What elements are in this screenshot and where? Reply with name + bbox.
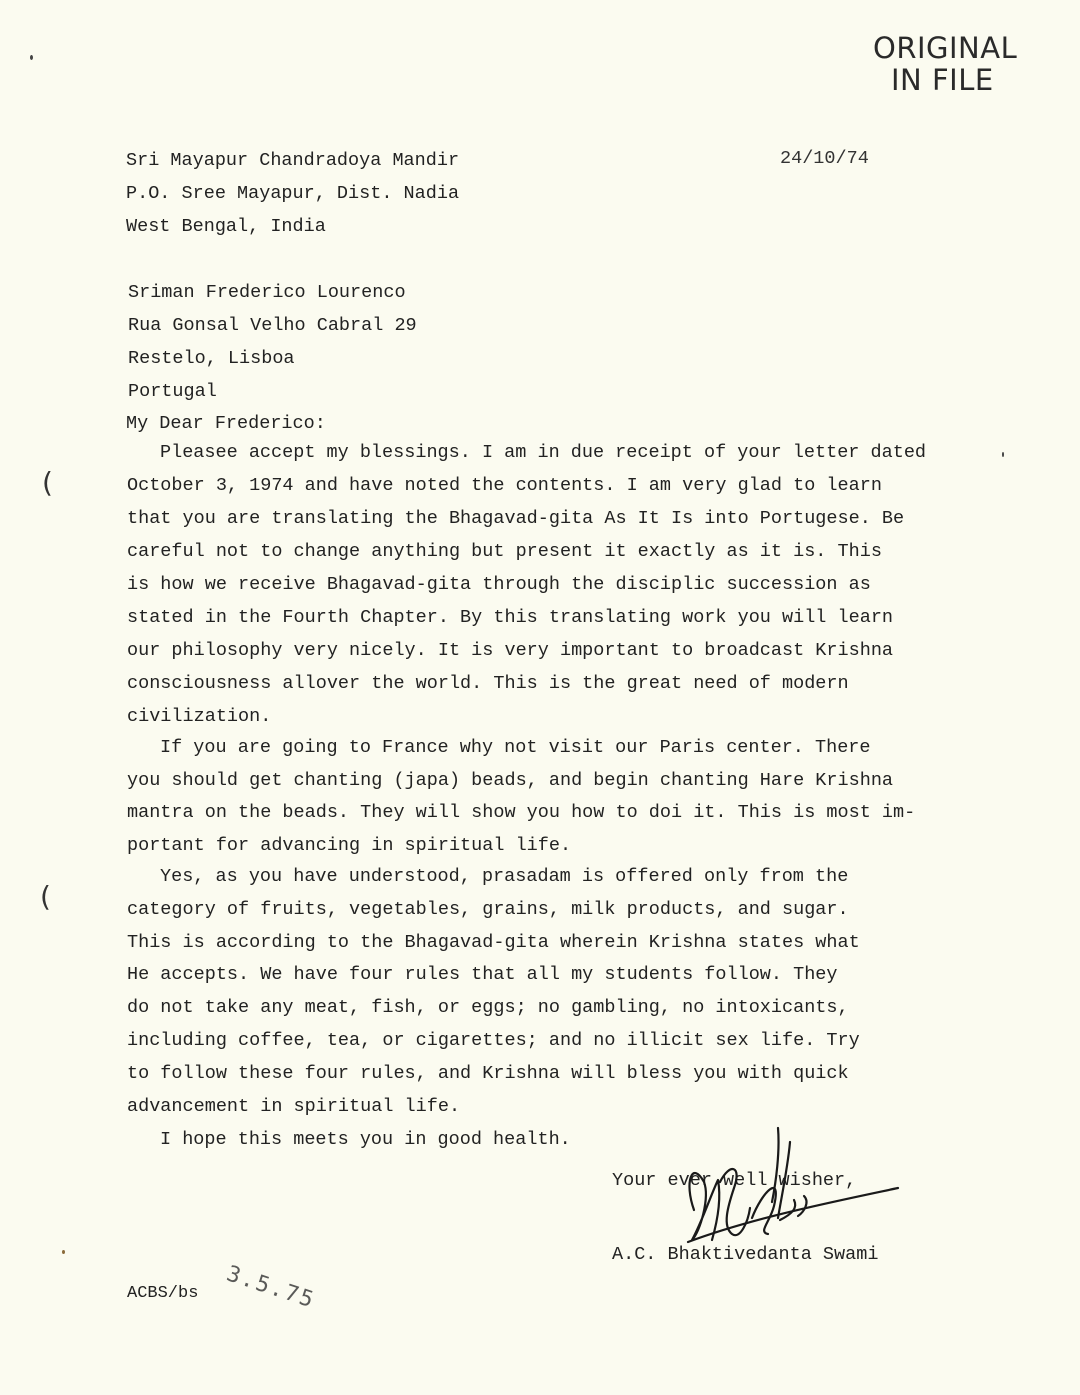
sender-line-2: P.O. Sree Mayapur, Dist. Nadia [126, 183, 460, 204]
recipient-line-2: Rua Gonsal Velho Cabral 29 [128, 315, 417, 336]
handwritten-date-stamp: 3.5.75 [223, 1261, 319, 1314]
body-line: careful not to change anything but present it exactly as it is. This [127, 541, 882, 562]
body-line: to follow these four rules, and Krishna will bless you with quick [127, 1063, 849, 1084]
stamp-line-1: ORIGINAL [873, 31, 1018, 65]
body-line: This is according to the Bhagavad-gita wherein Krishna states what [127, 932, 860, 953]
body-line: Pleasee accept my blessings. I am in due receipt of your letter dated [160, 442, 927, 463]
body-line: mantra on the beads. They will show you how to doi it. This is most im- [127, 802, 916, 823]
original-in-file-stamp [873, 32, 1017, 96]
body-line: portant for advancing in spiritual life. [127, 835, 572, 856]
reference-initials: ACBS/bs [127, 1284, 199, 1303]
body-line: including coffee, tea, or cigarettes; and no illicit sex life. Try [127, 1030, 860, 1051]
recipient-line-3: Restelo, Lisboa [128, 348, 295, 369]
margin-punch-mark: ( [42, 466, 53, 499]
sender-line-1: Sri Mayapur Chandradoya Mandir [126, 150, 460, 171]
recipient-line-4: Portugal [128, 381, 217, 402]
paper-speck [62, 1250, 65, 1254]
paper-speck [1002, 452, 1004, 457]
margin-punch-mark: ( [40, 880, 51, 913]
body-line: consciousness allover the world. This is the great need of modern [127, 673, 849, 694]
body-line: He accepts. We have four rules that all my students follow. They [127, 964, 838, 985]
letter-date: 24/10/74 [780, 148, 869, 169]
body-line: do not take any meat, fish, or eggs; no gambling, no intoxicants, [127, 997, 849, 1018]
closing-line: Your ever well wisher, [612, 1170, 857, 1191]
body-line: is how we receive Bhagavad-gita through the disciplic succession as [127, 574, 871, 595]
stamp-line-2: IN FILE [891, 63, 994, 97]
body-line: Yes, as you have understood, prasadam is offered only from the [160, 866, 849, 887]
body-line: you should get chanting (japa) beads, and begin chanting Hare Krishna [127, 770, 894, 791]
body-line: If you are going to France why not visit our Paris center. There [160, 737, 871, 758]
handwritten-signature [672, 1122, 912, 1267]
recipient-line-1: Sriman Frederico Lourenco [128, 282, 406, 303]
body-line: civilization. [127, 706, 272, 727]
body-line: advancement in spiritual life. [127, 1096, 461, 1117]
body-line: that you are translating the Bhagavad-gita As It Is into Portugese. Be [127, 508, 905, 529]
body-line: I hope this meets you in good health. [160, 1129, 571, 1150]
signer-name: A.C. Bhaktivedanta Swami [612, 1244, 879, 1265]
paper-speck [30, 55, 33, 60]
sender-line-3: West Bengal, India [126, 216, 326, 237]
body-line: our philosophy very nicely. It is very important to broadcast Krishna [127, 640, 894, 661]
body-line: category of fruits, vegetables, grains, milk products, and sugar. [127, 899, 849, 920]
body-line: October 3, 1974 and have noted the contents. I am very glad to learn [127, 475, 882, 496]
salutation: My Dear Frederico: [126, 413, 326, 434]
body-line: stated in the Fourth Chapter. By this translating work you will learn [127, 607, 894, 628]
